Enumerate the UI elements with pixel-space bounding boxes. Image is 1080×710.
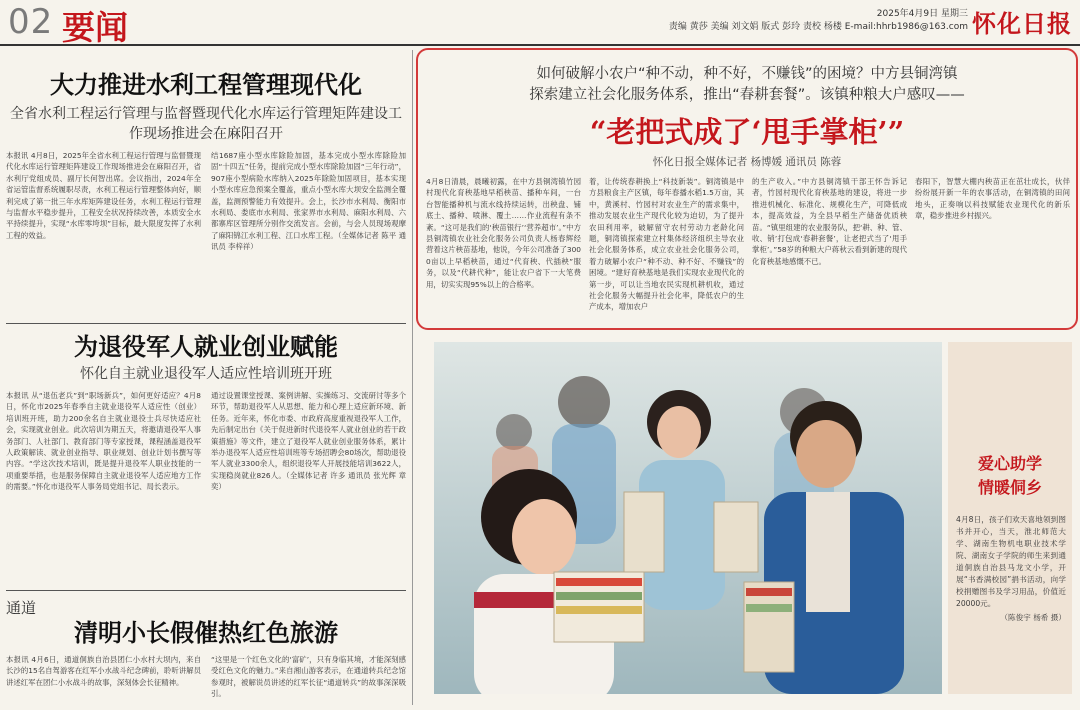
feature-column-2: 着，让传统春耕换上“科技新装”。铜湾镇是中方县粮食主产区镇，每年春播水稻1.5万亩，其中，黄溪村、竹园村对农业生产的需求集中，推动发展农业生产现代化较为迫切，为了提升农田利用率，破解留守农村劳动力老龄化问题，铜湾镇探索建立村集体经济组织主导农业社会化服务体系，成立农业社会化服务公司，着力破解小农户“种不动、种不好、不赚钱”的困境。“建好育秧基地是我们实现农业现代化的第一步，可以让当地农民实现机耕机收，通过社会化服务大幅提升社会化率，降低农户的生产成本，增加农户 <box>589 177 744 312</box>
feature-intro <box>418 64 1076 106</box>
article-body <box>6 150 406 300</box>
email: E-mail:hhrb1986@163.com <box>844 22 968 32</box>
photo-caption-box <box>948 342 1072 694</box>
article-kicker: 通道 <box>6 599 37 617</box>
caption-title-line: 情暖侗乡 <box>977 478 1042 497</box>
caption-title-line: 爱心助学 <box>977 454 1042 473</box>
feature-article-box <box>416 48 1078 330</box>
feature-body <box>426 176 1070 324</box>
divider <box>6 323 406 324</box>
article-red-tourism <box>6 598 406 710</box>
photo-credit: （陈俊宇 杨希 摄） <box>1000 613 1066 622</box>
editors-line <box>669 21 968 34</box>
caption-body <box>956 514 1066 624</box>
article-subtitle: 怀化自主就业退役军人适应性培训班开班 <box>80 366 332 382</box>
divider <box>6 590 406 591</box>
article-column-1: 本报讯 从“退伍老兵”到“职场新兵”，如何更好适应？4月8日，怀化市2025年春季自主就业退役军人适应性（创业）培训班开班，助力200余名自主就业退役士兵尽快适应社会，实现就业创业。此次培训为期五天，将邀请退役军人事务部门、人社部门、教育部门等专家授课，课程涵盖退役军人政策解读、就业创业指导、职业规划、创业计划书撰写等内容。“学这次技术培训，既是提升退役军人职业技能的一项重要举措，也是服务保障自主就业退役军人适应地方工作的需要。”怀化市退役军人事务局党组书记、局长表示。 <box>6 391 201 492</box>
section-title: 要闻 <box>62 8 128 47</box>
feature-title: “老把式成了‘甩手掌柜’” <box>589 115 905 149</box>
masthead <box>0 0 1080 46</box>
feature-intro-line: 探索建立社会化服务体系，推出“春耕套餐”。该镇种粮大户感叹—— <box>529 87 965 103</box>
article-title: 为退役军人就业创业赋能 <box>74 333 338 361</box>
article-body <box>6 654 406 706</box>
article-body <box>6 390 406 562</box>
caption-text: 4月8日，孩子们欢天喜地领到图书并开心，当天，淮北师范大学、湖南生物机电职业技术学院、湖南女子学院的师生来到通道侗族自治县马龙文小学，开展“书香满校园”捐书活动，向学校捐赠图书及学习用品，价值近20000元。 <box>956 515 1066 608</box>
article-subtitle: 全省水利工程运行管理与监督暨现代化水库运行管理矩阵建设工作现场推进会在麻阳召开 <box>10 106 402 142</box>
masthead-meta <box>669 8 968 34</box>
article-title: 清明小长假催热红色旅游 <box>74 619 338 647</box>
caption-title <box>948 452 1072 500</box>
left-column <box>0 48 410 710</box>
article-column-1: 本报讯 4月8日，2025年全省水利工程运行管理与监督暨现代化水库运行管理矩阵建设工作现场推进会在麻阳召开，省水利厅党组成员、副厅长何智出席。会议指出，2024年全省运管监督系统履职尽责，水利工程运行管理整体向好，顺利完成了第一批三年水库矩阵建设任务，水利工程运行管理与监督水平稳步提升，工程安全状况持续改善，本质安全水平持续提升，实现“水库零垮坝”目标，最大限度发挥了水利工程的效益。 <box>6 151 201 240</box>
article-column-1: 本报讯 4月6日，通道侗族自治县团仁小水村大坝内，来自长沙的15名自驾游客在红军小水战斗纪念碑前，聆听讲解员讲述红军在团仁小水战斗的故事，深刻体会长征精神。 <box>6 655 201 687</box>
column-divider <box>412 50 413 705</box>
article-column-2: 通过设置课堂授课、案例讲解、实操练习、交流研讨等多个环节，帮助退役军人从思想、能力和心理上适应新环境、新任务。近年来，怀化市委、市政府高度重视退役军人工作，先后制定出台《关于促进新时代退役军人就业创业的若干政策措施》等文件，建立了退役军人就业创业服务体系，累计举办退役军人适应性培训班等专场招聘会80场次，帮助退役军人就业3300余人，组织退役军人开展技能培训3622人，实现稳岗就业826人。（全媒体记者 许多 通讯员 张光辉 章奕） <box>211 391 406 492</box>
page-number: 02 <box>8 2 54 42</box>
article-column-2: 结1687座小型水库除险加固，基本完成小型水库除险加固“十四五”任务，提前完成小型水库除险加固“三年行动”，907座小型病险水库纳入2025年除险加固项目，基本实现小型水库应急预案全覆盖，重点小型水库大坝安全监测全覆盖，监测预警能力有效提升。会上，长沙市水利局、衡阳市水利局、娄底市水利局、张家界市水利局、麻阳水利局、六都寨库区管理所分别作交流发言。会前，与会人员现场观摩了麻阳锦江水利工程、江口水库工程。（全媒体记者 陈平 通讯员 李梓祥） <box>211 151 406 252</box>
article-column-2: “这里是一个红色文化的‘富矿’，只有身临其境，才能深刻感受红色文化的魅力。”来自湘山游客表示，在通道转兵纪念馆参观时，被解说员讲述的红军长征“通道转兵”的故事深深吸引。 <box>211 655 406 699</box>
feature-column-1: 4月8日清晨，晨曦初露，在中方县铜湾镇竹园村现代化育秧基地早稻秧苗、播种车间，一台台智能播种机与流水线持续运转，出秧盘、铺底土、播种、喷淋、覆土……作业流程有条不紊。“这可是我们的‘秧苗银行’‘营养超市’。”中方县铜湾镇农业社会化服务公司负责人杨春辉经营着这片秧苗基地，他说，今年公司准备了3000亩以上早稻秧苗，通过“代育秧、代插秧”服务，以及“代耕代种”，能让农户省下一大笔费用，切实实现95%以上的合格率。 <box>426 177 581 289</box>
children-with-books-illustration <box>434 342 942 694</box>
article-veterans <box>6 332 406 582</box>
feature-byline: 怀化日报全媒体记者 杨博媛 通讯员 陈蓉 <box>652 156 842 168</box>
feature-column-4: 春阳下，智慧大棚内秧苗正在茁壮成长，伙伴纷纷展开新一年的农事活动，在铜湾镇的田间地头，正奏响以科技赋能农业现代化的新乐章，稳步推进乡村振兴。 <box>915 177 1070 221</box>
feature-column-3: 的生产收入。”中方县铜湾镇干部王怀告诉记者，竹园村现代化育秧基地的建设，将进一步推进机械化、标准化、规模化生产，可降低成本，提高效益，为全县早稻生产储备优质秧苗。“镇里组建的农业服务队，把‘耕、种、管、收、销’打包成‘春耕套餐’，让老把式当了‘甩手掌柜’。”58岁的种粮大户蒋秋云看到新建的现代化育秧基地感慨不已。 <box>752 177 907 266</box>
article-water-conservancy <box>6 70 406 370</box>
issue-date: 2025年4月9日 星期三 <box>876 9 968 19</box>
editors: 责编 黄莎 美编 刘文娟 版式 彭玲 责校 杨楼 <box>668 22 842 32</box>
feature-intro-line: 如何破解小农户“种不动，种不好，不赚钱”的困境？中方县铜湾镇 <box>536 66 958 82</box>
newspaper-logo: 怀化日报 <box>972 9 1072 38</box>
article-title: 大力推进水利工程管理现代化 <box>50 71 362 99</box>
news-photo <box>434 342 942 694</box>
